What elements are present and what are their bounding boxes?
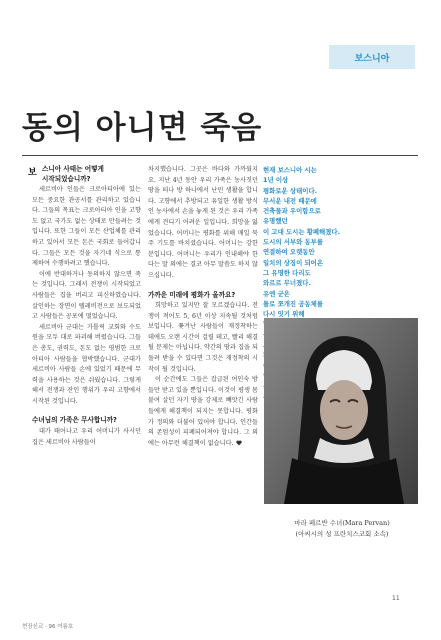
portrait-illustration (264, 318, 418, 504)
paragraph: 희망하고 있지만 잘 모르겠습니다. 전쟁이 적어도 5, 6년 이상 지속될 것처럼 보입니다. 쫓겨난 사람들이 재정착하는 데에도 오랜 시간이 걸릴 테고, 빨리 해결될 문제는 아닙니다. 약간의 땅과 집을 되돌려 받을 수 있다면 그것은 재정착의 시작이 될 것입니다. (148, 302, 258, 373)
sidebar-quote-line: 와르르 무너졌다. (263, 279, 311, 288)
article-column-2 (148, 165, 258, 449)
section-tag: 보스니아 (329, 45, 415, 69)
question-1-line-1: 스니아 사태는 어떻게 (42, 165, 104, 173)
article-title: 동의 아니면 죽음 (22, 110, 263, 146)
sidebar-quote-line: 다시 잇기 위해 (263, 310, 305, 319)
photo-caption (266, 518, 418, 539)
page-footer: 현장신교 · 96 여름호 (22, 624, 74, 630)
question-3: 가까운 미래에 평화가 올까요? (148, 290, 236, 299)
sidebar-quote-line: 현재 보스니아 시는 (263, 166, 317, 174)
heart-end-mark-icon (236, 440, 242, 446)
sidebar-quote-line: 그 유명한 다리도 (263, 268, 311, 277)
sidebar-quote-line: 평화로운 상태이다. (263, 186, 318, 195)
page-number: 11 (392, 595, 400, 602)
title-divider (22, 155, 418, 156)
sidebar-quote-line: 틀로 쪼개진 공동체를 (263, 299, 324, 308)
paragraph: 세르비아 인들은 크로아티아에 있는 모든 중요한 관공서를 관리하고 있습니다. 그들의 목표는 크로아티아 인을 고향도 없고 국가도 없는 상태로 만들려는 것입니다. 또한 그들이 모든 산업체를 관리하고 있어서 모든 돈은 국회로 들어갑니다. 그들은 모든 것을 자기네 식으로 통제하여 수행하려고 했습니다. (32, 186, 141, 268)
paragraph: 차지했습니다. 그곳은 바다와 가까웠지요. 지난 4년 동안 우리 가족은 농사짓던 땅을 떠나 방 하나에서 난민 생활을 합니다. 고향에서 추방되고 유일한 생활 방식인 농사에서 손을 놓게 된 것은 우리 가족에게 견디기 어려운 일입니다. 희망을 잃었습니다. 어머니는 평화를 위해 매일 묵주 기도를 바치셨습니다. 어머니는 강한 분입니다. 어머니는 우리가 인내해야 한다는 말 외에는 결코 아무 말씀도 하지 않으십니다. (148, 166, 258, 279)
article-column-1 (32, 165, 141, 448)
sidebar-quote-line: 연결하여 오랫동안 (263, 248, 315, 257)
question-1-line-2: 시작되었습니까? (42, 174, 91, 183)
caption-name: 마라 페르반 수녀(Mara Pervan) (294, 519, 390, 527)
paragraph: 세르비아 군대는 가톨릭 교회와 수도원을 모두 대로 파괴해 버렸습니다. 그들은 총도, 권력도, 돈도 없는 평범한 크로아티아 사람들을 협박했습니다. 군대가 세르비아 사람들 손에 있었기 때문에 무력을 사용하는 것은 쉬웠습니다. 그렇게 해서 전쟁과 잔인 행위가 우리 고향에서 시작된 것입니다. (32, 323, 141, 405)
question-2: 수녀님의 가족은 무사합니까? (32, 416, 117, 425)
sidebar-quote-line: 건축물과 우이함으로 (263, 207, 321, 216)
sidebar-quote-line: 유엔 군은 (263, 289, 290, 298)
paragraph-text: 이 순간에도 그들은 잡급된 여인숙 방들만 받고 있을 뿐입니다. 이것이 평생 몸붙여 살던 자기 땅을 강제로 빼앗긴 사람들에게 해결책이 되지는 못합니다. 평화가 정의와 더불어 있어야 합니다. 인간들의 존엄성이 피폐되어져야 합니다. 그 외에는 아무런 해결책이 없습니다. (148, 376, 258, 447)
sidebar-quote-line: 1년 이상 (263, 176, 289, 185)
sidebar-quote-line: 무서운 내전 때문에 (263, 196, 317, 205)
caption-affiliation: (아씨시의 성 프란치스코회 소속) (295, 529, 389, 538)
question-1 (32, 165, 141, 184)
sidebar-quote-line: 유명했던 (263, 217, 288, 226)
paragraph: 이에 반대하거나 동의하지 않으면 죽는 것입니다. 그래서 전쟁이 시작되었고 사람들은 집을 버리고 피신하였습니다. 살인하는 장면이 텔레비전으로 보도되었고 사람들은 공포에 떨었습니다. (32, 270, 141, 321)
nun-portrait-photo (264, 318, 418, 504)
paragraph (148, 375, 258, 449)
sidebar-quote-line: 일치의 상징이 되어온 (263, 258, 324, 267)
drop-cap: 보 (28, 168, 37, 178)
paragraph: 대가 태어나고 우리 어머니가 사시던 집은 세르비아 사람들이 (32, 427, 141, 446)
sidebar-quote-line: 이 고대 도시는 황폐해졌다. (263, 227, 341, 236)
sidebar-quote-line: 도시의 서부와 동부를 (263, 238, 324, 247)
